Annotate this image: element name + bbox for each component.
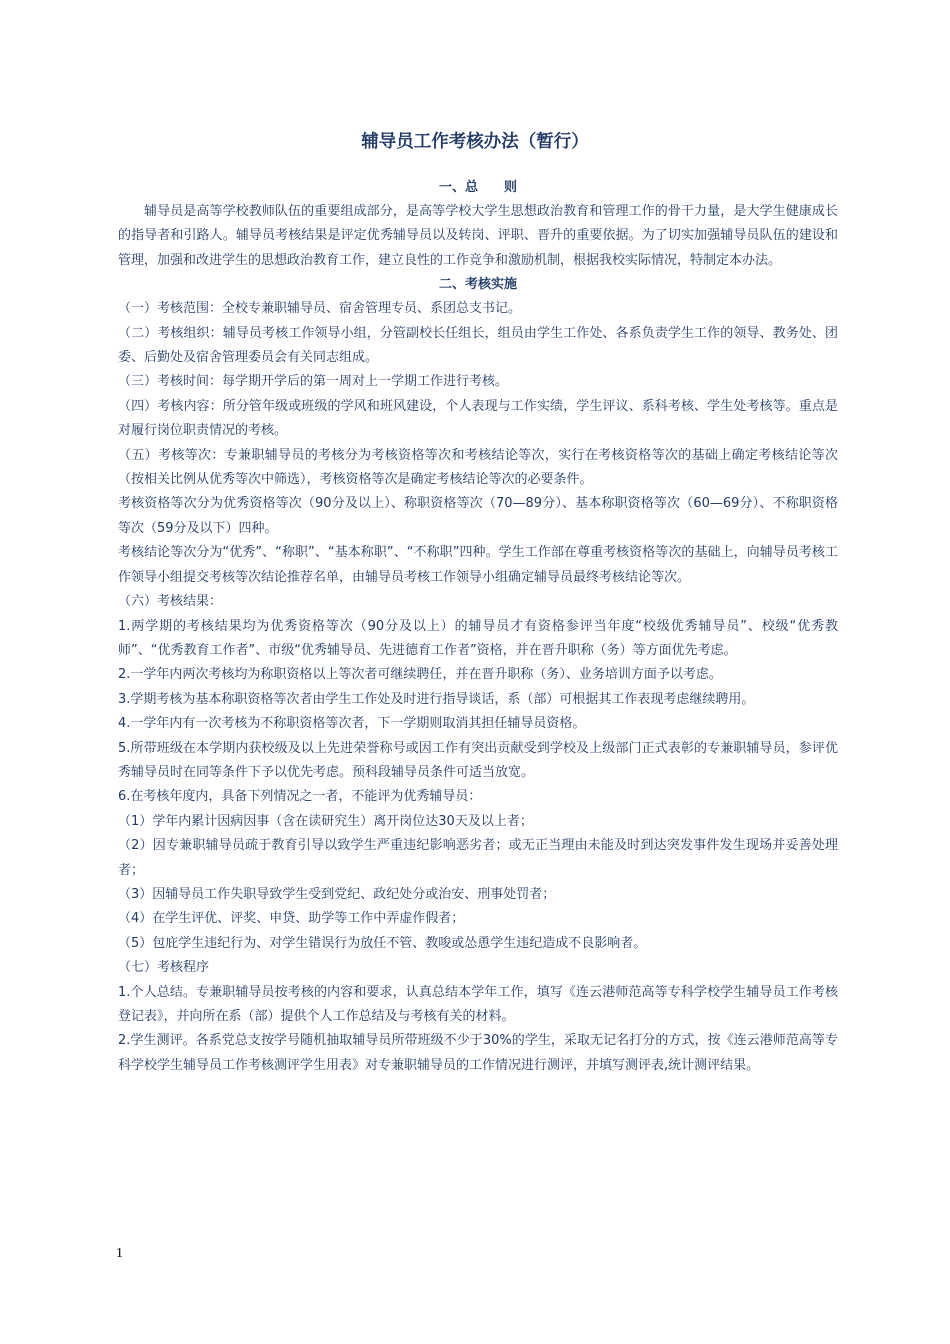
page-number: 1 (116, 1246, 123, 1261)
result-item-4: 4.一学年内有一次考核为不称职资格等次者，下一学期则取消其担任辅导员资格。 (118, 716, 586, 732)
paragraph-conclusion-grades: 考核结论等次分为“优秀”、“称职”、“基本称职”、“不称职”四种。学生工作部在尊重考核资格等次的基础上，向辅导员考核工作领导小组提交考核等次结论推荐名单，由辅导员考核工作领导小组确定辅导员最终考核结论等次。 (118, 545, 838, 585)
result-item-6: 6.在考核年度内，具备下列情况之一者，不能评为优秀辅导员： (118, 789, 482, 805)
disqualification-item-4: （4）在学生评优、评奖、申贷、助学等工作中弄虚作假者； (118, 911, 465, 927)
procedure-item-2: 2.学生测评。各系党总支按学号随机抽取辅导员所带班级不少于30%的学生，采取无记名打分的方式，按《连云港师范高等专科学校学生辅导员工作考核测评学生用表》对专兼职辅导员的工作情况进行测评，并填写测评表,统计测评结果。 (118, 1033, 838, 1073)
paragraph-qualification-grades: 考核资格等次分为优秀资格等次（90分及以上）、称职资格等次（70—89分）、基本称职资格等次（60—69分）、不称职资格等次（59分及以下）四种。 (118, 496, 838, 536)
document-body (118, 176, 838, 1078)
disqualification-item-5: （5）包庇学生违纪行为、对学生错误行为放任不管、教唆或怂恿学生违纪造成不良影响者。 (118, 935, 647, 951)
disqualification-item-1: （1）学年内累计因病因事（含在读研究生）离开岗位达30天及以上者； (118, 813, 533, 829)
section-heading-implementation: 二、考核实施 (438, 277, 517, 293)
paragraph-scope: （一）考核范围：全校专兼职辅导员、宿舍管理专员、系团总支书记。 (118, 301, 522, 317)
paragraph-content: （四）考核内容：所分管年级或班级的学风和班风建设，个人表现与工作实绩，学生评议、系科考核、学生处考核等。重点是对履行岗位职责情况的考核。 (118, 398, 838, 439)
disqualification-item-3: （3）因辅导员工作失职导致学生受到党纪、政纪处分或治安、刑事处罚者； (118, 886, 556, 902)
result-item-2: 2.一学年内两次考核均为称职资格以上等次者可继续聘任，并在晋升职称（务）、业务培训方面予以考虑。 (118, 667, 722, 683)
paragraph-time: （三）考核时间：每学期开学后的第一周对上一学期工作进行考核。 (118, 374, 509, 390)
result-item-5: 5.所带班级在本学期内获校级及以上先进荣誉称号或因工作有突出贡献受到学校及上级部门正式表彰的专兼职辅导员，参评优秀辅导员时在同等条件下予以优先考虑。预科段辅导员条件可适当放宽。 (118, 740, 838, 780)
paragraph-grades: （五）考核等次：专兼职辅导员的考核分为考核资格等次和考核结论等次，实行在考核资格等次的基础上确定考核结论等次（按相关比例从优秀等次中筛选），考核资格等次是确定考核结论等次的必要条件。 (118, 447, 838, 488)
result-item-3: 3.学期考核为基本称职资格等次者由学生工作处及时进行指导谈话，系（部）可根据其工作表现考虑继续聘用。 (118, 691, 755, 707)
paragraph-results-heading: （六）考核结果： (118, 594, 223, 610)
disqualification-item-2: （2）因专兼职辅导员疏于教育引导以致学生严重违纪影响恶劣者；或无正当理由未能及时到达突发事件发生现场并妥善处理者； (118, 838, 838, 878)
paragraph-intro: 辅导员是高等学校教师队伍的重要组成部分，是高等学校大学生思想政治教育和管理工作的骨干力量，是大学生健康成长的指导者和引路人。辅导员考核结果是评定优秀辅导员以及转岗、评职、晋升的重要依据。为了切实加强辅导员队伍的建设和管理，加强和改进学生的思想政治教育工作，建立良性的工作竞争和激励机制，根据我校实际情况，特制定本办法。 (118, 204, 838, 268)
paragraph-organization: （二）考核组织：辅导员考核工作领导小组，分管副校长任组长，组员由学生工作处、各系负责学生工作的领导、教务处、团委、后勤处及宿舍管理委员会有关同志组成。 (118, 325, 838, 366)
procedure-item-1: 1.个人总结。专兼职辅导员按考核的内容和要求，认真总结本学年工作，填写《连云港师范高等专科学校学生辅导员工作考核登记表》，并向所在系（部）提供个人工作总结及与考核有关的材料。 (118, 984, 838, 1024)
document-title: 辅导员工作考核办法（暂行） (361, 132, 589, 152)
section-heading-general: 一、总 则 (438, 180, 517, 195)
paragraph-procedure-heading: （七）考核程序 (118, 960, 210, 976)
result-item-1: 1.两学期的考核结果均为优秀资格等次（90分及以上）的辅导员才有资格参评当年度“校级优秀辅导员”、校级“优秀教师”、“优秀教育工作者”、市级“优秀辅导员、先进德育工作者”资格，并在晋升职称（务）等方面优先考虑。 (118, 618, 838, 658)
